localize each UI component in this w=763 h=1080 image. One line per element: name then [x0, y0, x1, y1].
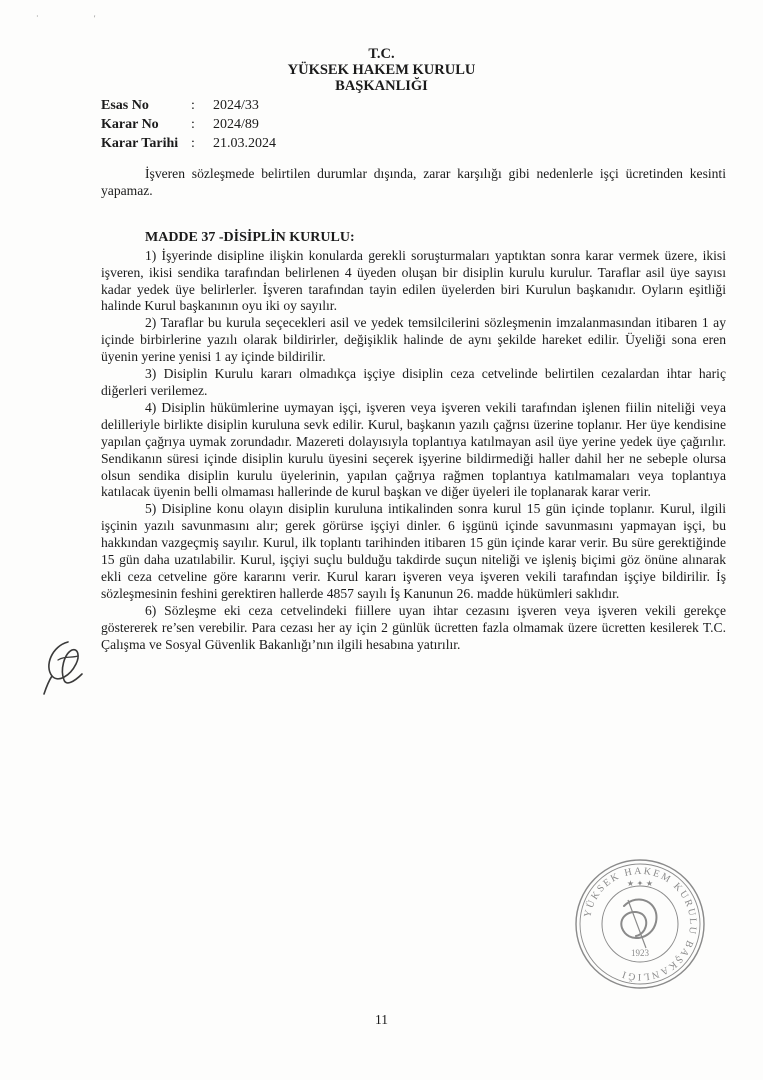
article-title: MADDE 37 -DİSİPLİN KURULU:	[145, 229, 355, 245]
intro-paragraph: İşveren sözleşmede belirtilen durumlar dışında, zarar karşılığı gibi nedenlerle işçi ücretinden kesinti yapamaz.	[101, 166, 726, 198]
seal-star-icon: ★ ✦ ★	[626, 879, 654, 888]
header-line-tc: T.C.	[368, 46, 395, 62]
article-paragraph-2: 2) Taraflar bu kurula seçecekleri asil ve yedek temsilcilerini sözleşmenin imzalanmasından itibaren 1 ay içinde birbirlerine yazılı olarak bildirirler, değişiklik halinde de aynı şekilde hareket edilir. Üyeliği sona eren üyenin yerine yenisi 1 ay içinde bildirilir.	[101, 315, 726, 365]
meta-row-karar	[101, 115, 276, 134]
case-metadata	[101, 96, 276, 153]
scan-speck: ·	[36, 12, 39, 21]
page-number: 11	[375, 1012, 388, 1027]
meta-label: Karar No	[101, 117, 159, 132]
meta-label: Esas No	[101, 98, 149, 113]
article-paragraph-1: 1) İşyerinde disipline ilişkin konularda gerekli soruşturmaları yaptıktan sonra karar vermek üzere, ikisi işveren, ikisi sendika tarafından belirlenen 4 üyeden oluşan bir disiplin kurulu kurulur. Taraflar asil üye sayısı kadar yedek üye belirlerler. İşveren tarafından tayin edilen üyelerden biri Kurulun başkanıdır. Oyların eşitliği halinde Kurul başkanının oyu iki oy sayılır.	[101, 247, 726, 314]
official-seal	[572, 856, 708, 992]
meta-row-esas	[101, 96, 276, 115]
scan-speck: '	[94, 14, 96, 23]
seal-year: 1923	[631, 948, 649, 958]
meta-separator: :	[191, 117, 195, 132]
article-paragraph-3: 3) Disiplin Kurulu kararı olmadıkça işçiye disiplin ceza cetvelinde belirtilen cezalardan ihtar hariç diğerleri verilemez.	[101, 366, 726, 398]
initial-signature	[38, 636, 94, 696]
meta-row-karar-tarihi	[101, 134, 276, 153]
seal-ring-text: YÜKSEK HAKEM KURULU BAŞKANLIĞI	[582, 865, 699, 983]
document-body	[101, 166, 726, 653]
meta-separator: :	[191, 98, 195, 113]
document-header	[0, 46, 763, 94]
article-paragraph-5: 5) Disipline konu olayın disiplin kuruluna intikalinden sonra kurul 15 gün içinde toplanır. Kurul, ilgili işçinin yazılı savunmasını alır; gerek görürse işçiyi dinler. 6 işgünü içinde savunmasını yapmayan işçi, bu hakkından vazgeçmiş sayılır. Kurul, ilk toplantı tarihinden itibaren 15 gün içinde karar verir. Bu süre gerektiğinde 15 gün daha uzatılabilir. Kurul, işçiyi suçlu bulduğu takdirde suçun niteliği ve işleniş biçimi göz önüne alınarak ekli ceza cetveline göre kararını verir. Kurul kararı işveren veya işveren vekili tarafından işçiye bildirilir. İş sözleşmesinin feshini gerektiren hallerde 4857 sayılı İş Kanunun 26. madde hükümleri saklıdır.	[101, 501, 726, 601]
header-line-institution: YÜKSEK HAKEM KURULU	[287, 62, 476, 78]
meta-value: 21.03.2024	[213, 136, 276, 151]
article-paragraph-6: 6) Sözleşme eki ceza cetvelindeki fiillere uyan ihtar cezasını işveren veya işveren vekili gerekçe göstererek re’sen verebilir. Para cezası her ay için 2 günlük ücretten fazla olmamak üzere ücretten kesilerek T.C. Çalışma ve Sosyal Güvenlik Bakanlığı’nın ilgili hesabına yatırılır.	[101, 602, 726, 652]
meta-separator: :	[191, 136, 195, 151]
meta-label: Karar Tarihi	[101, 136, 179, 151]
header-line-presidency: BAŞKANLIĞI	[335, 78, 428, 94]
meta-value: 2024/33	[213, 98, 259, 113]
meta-value: 2024/89	[213, 117, 259, 132]
article-paragraph-4: 4) Disiplin hükümlerine uymayan işçi, işveren veya işveren vekili tarafından işlenen fiilin niteliği veya delilleriyle birlikte disiplin kuruluna sevk edilir. Kurul, başkanın yazılı çağrısı üzerine toplanır. Her üye kendisine yapılan çağrıya uymak zorundadır. Mazereti dolayısıyla toplantıya katılmayan asil üye yerine yedek üye çağırılır. Sendikanın süresi içinde disiplin kurulu üyesini seçerek işyerine bildirmediği haller dahil her ne sebeple olursa olsun sendika disiplin kurulu üyelerinin, yapılan çağrıya rağmen toplantıya katılmamaları veya toplantıya katılacak üyenin belli olmaması hallerinde de kurul başkan ve diğer üyeleri ile toplanarak karar verir.	[101, 399, 726, 500]
